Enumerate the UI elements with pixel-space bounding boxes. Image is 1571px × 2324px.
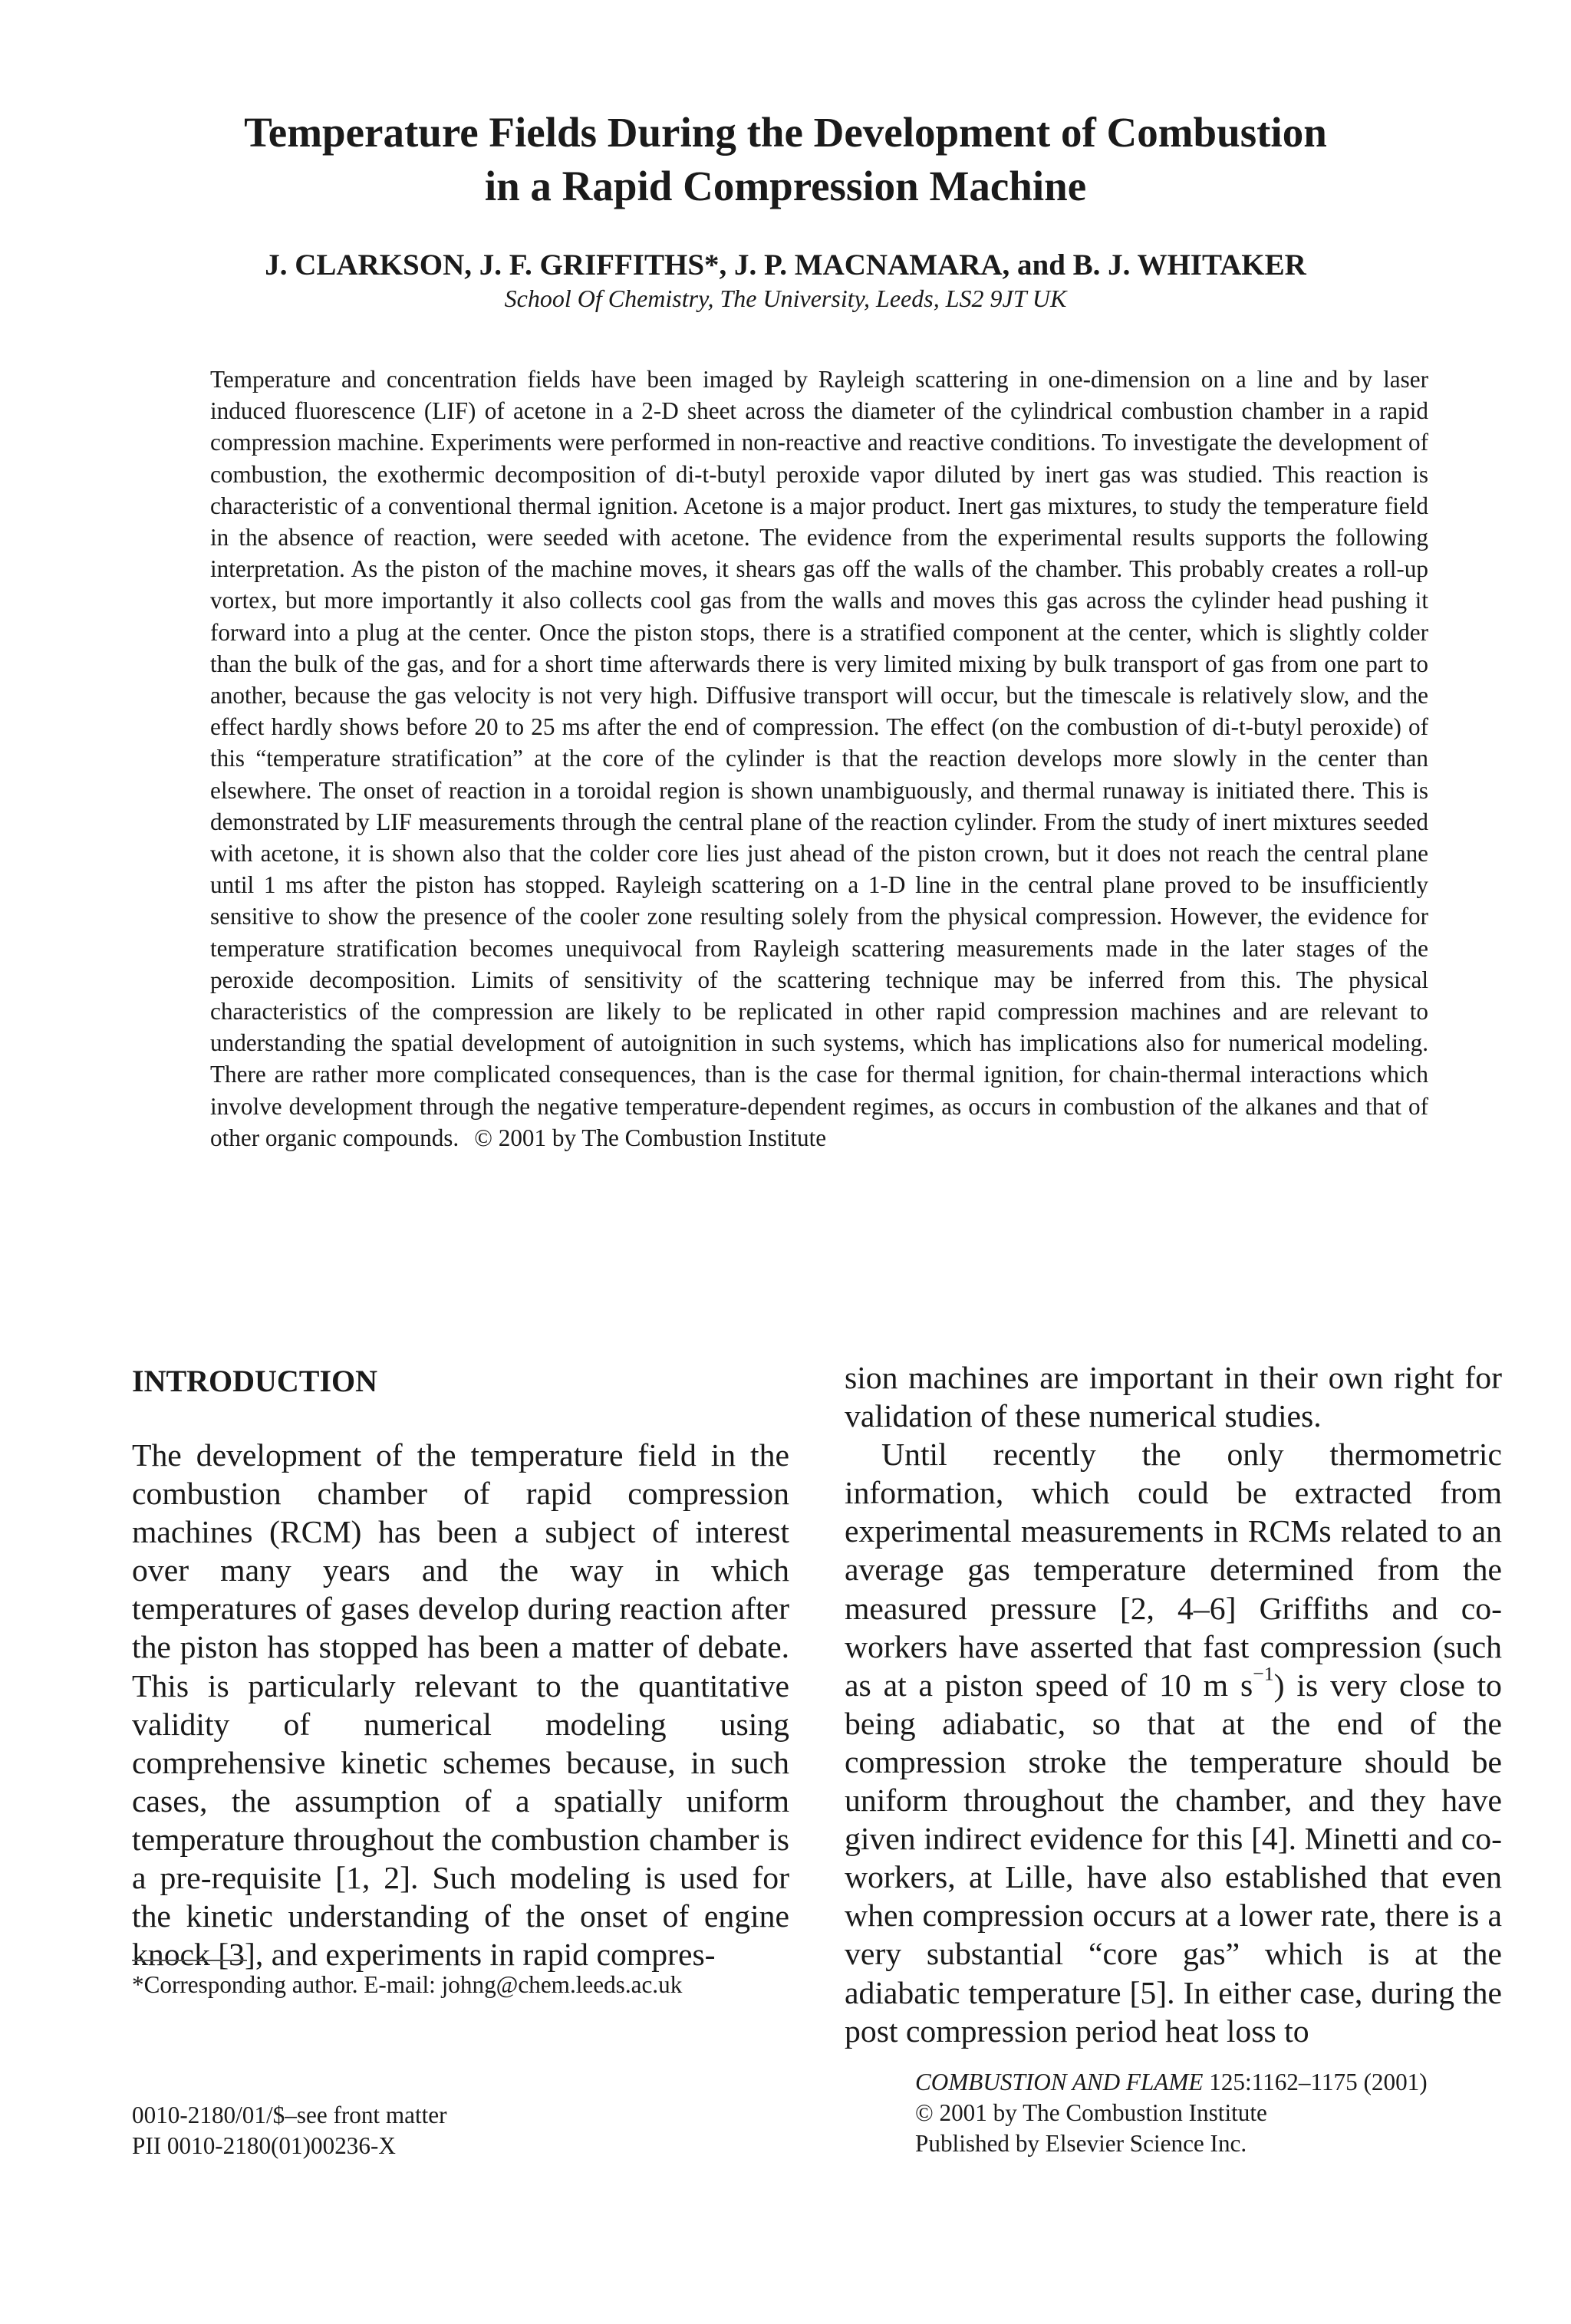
abstract-copyright: © 2001 by The Combustion Institute bbox=[474, 1124, 827, 1151]
title-line-2: in a Rapid Compression Machine bbox=[484, 163, 1087, 209]
intro-paragraph-continued: sion machines are important in their own right for validation of these numerical studies. bbox=[845, 1361, 1502, 1435]
superscript-exponent: −1 bbox=[1253, 1662, 1274, 1685]
title-line-1: Temperature Fields During the Development of Combustion bbox=[244, 109, 1327, 156]
journal-copyright: © 2001 by The Combustion Institute bbox=[915, 2099, 1267, 2126]
issn-line: 0010-2180/01/$–see front matter bbox=[132, 2102, 447, 2128]
affiliation: School Of Chemistry, The University, Leeds, LS2 9JT UK bbox=[504, 285, 1067, 312]
journal-name: COMBUSTION AND FLAME bbox=[915, 2069, 1204, 2095]
corresponding-author-footnote: *Corresponding author. E-mail: johng@chem.leeds.ac.uk bbox=[132, 1971, 683, 1998]
intro-para2-part-a: Until recently the only thermometric information, which could be extracted from experimental measurements in RCMs related to an average gas temperature determined from the measured pressure [2, 4–6] Griffiths and co-workers have asserted that fast compression (such as at a piston speed of 10 m s bbox=[845, 1437, 1502, 1703]
intro-para2-part-b: ) is very close to being adiabatic, so that at the end of the compression stroke the temperature should be uniform throughout the chamber, and they have given indirect evidence for this [4]. Minetti and co-workers, at Lille, have also established that even when compression occurs at a lower rate, there is a very substantial “core gas” which is at the adiabatic temperature [5]. In either case, during the post compression period heat loss to bbox=[845, 1667, 1502, 2049]
paper-title bbox=[0, 106, 1571, 213]
journal-reference: 125:1162–1175 (2001) bbox=[1203, 2069, 1428, 2095]
intro-paragraph-2 bbox=[845, 1436, 1502, 2051]
intro-paragraph-left: The development of the temperature field in the combustion chamber of rapid compression machines (RCM) has been a subject of interest over many years and the way in which temperatures of gases develop during reaction after the piston has stopped has been a matter of debate. This is particularly relevant to the quantitative validity of numerical modeling using comprehensive kinetic schemes because, in such cases, the assumption of a spatially uniform temperature throughout the combustion chamber is a pre-requisite [1, 2]. Such modeling is used for the kinetic understanding of the onset of engine knock [3], and experiments in rapid compres- bbox=[132, 1438, 789, 1973]
abstract-text: Temperature and concentration fields have been imaged by Rayleigh scattering in one-dimension on a line and by laser induced fluorescence (LIF) of acetone in a 2-D sheet across the diameter of the cylindrical combustion chamber in a rapid compression machine. Experiments were performed in non-reactive and reactive conditions. To investigate the development of combustion, the exothermic decomposition of di-t-butyl peroxide vapor diluted by inert gas was studied. This reaction is characteristic of a conventional thermal ignition. Acetone is a major product. Inert gas mixtures, to study the temperature field in the absence of reaction, were seeded with acetone. The evidence from the experimental results supports the following interpretation. As the piston of the machine moves, it shears gas off the walls of the chamber. This probably creates a roll-up vortex, but more importantly it also collects cool gas from the walls and moves this gas across the cylinder head pushing it forward into a plug at the center. Once the piston stops, there is a stratified component at the center, which is slightly colder than the bulk of the gas, and for a short time afterwards there is very limited mixing by bulk transport of gas from one part to another, because the gas velocity is not very high. Diffusive transport will occur, but the timescale is relatively slow, and the effect hardly shows before 20 to 25 ms after the end of compression. The effect (on the combustion of di-t-butyl peroxide) of this “temperature stratification” at the core of the cylinder is that the reaction develops more slowly in the center than elsewhere. The onset of reaction in a toroidal region is shown unambiguously, and thermal runaway is initiated there. This is demonstrated by LIF measurements through the central plane of the reaction cylinder. From the study of inert mixtures seeded with acetone, it is shown also that the colder core lies just ahead of the piston crown, but it does not reach the central plane until 1 ms after the piston has stopped. Rayleigh scattering on a 1-D line in the central plane proved to be insufficiently sensitive to show the presence of the cooler zone resulting solely from the physical compression. However, the evidence for temperature stratification becomes unequivocal from Rayleigh scattering measurements made in the later stages of the peroxide decomposition. Limits of sensitivity of the scattering technique may be inferred from this. The physical characteristics of the compression are likely to be replicated in other rapid compression machines and are relevant to understanding the spatial development of autoignition in such systems, which has implications also for numerical modeling. There are rather more complicated consequences, than is the case for thermal ignition, for chain-thermal interactions which involve development through the negative temperature-dependent regimes, as occurs in combustion of the alkanes and that of other organic compounds. bbox=[210, 366, 1428, 1151]
section-heading-introduction: INTRODUCTION bbox=[132, 1364, 378, 1398]
author-list: J. CLARKSON, J. F. GRIFFITHS*, J. P. MACNAMARA, and B. J. WHITAKER bbox=[265, 249, 1306, 281]
abstract bbox=[210, 364, 1428, 1154]
publication-identifiers bbox=[132, 2100, 447, 2161]
journal-citation bbox=[915, 2067, 1428, 2159]
journal-line bbox=[915, 2067, 1428, 2098]
publisher-line: Published by Elsevier Science Inc. bbox=[915, 2130, 1247, 2157]
intro-column-right bbox=[845, 1359, 1502, 2051]
pii-line: PII 0010-2180(01)00236-X bbox=[132, 2132, 396, 2159]
footnote-divider bbox=[132, 1960, 247, 1961]
